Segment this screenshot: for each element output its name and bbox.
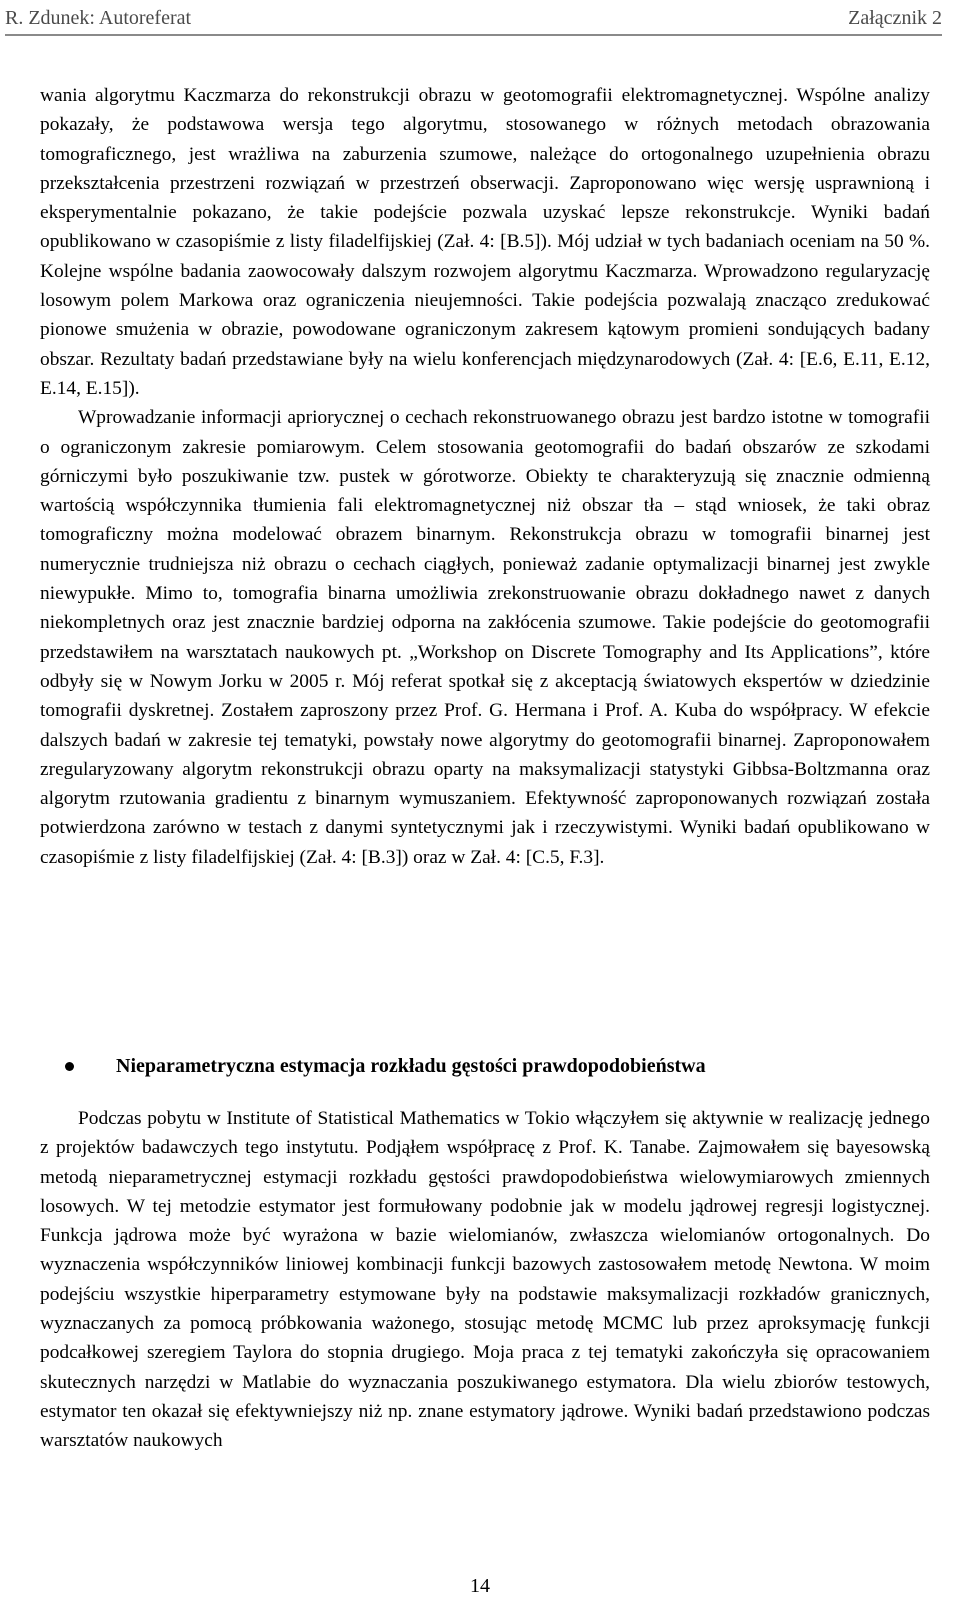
section-heading-text: Nieparametryczna estymacja rozkładu gęstości prawdopodobieństwa: [116, 1055, 706, 1077]
paragraph-density-estimation: Podczas pobytu w Institute of Statistical Mathematics w Tokio włączyłem się aktywnie w realizację jednego z projektów badawczych tego instytutu. Podjąłem współpracę z Prof. K. Tanabe. Zajmowałem się bayesowską metodą nieparametrycznej estymacji rozkładu gęstości prawdopodobieństwa wielowymiarowych zmiennych losowych. W tej metodzie estymator jest formułowany podobnie jak w modelu jądrowej regresji logistycznej. Funkcja jądrowa może być wyrażona w bazie wielomianów, zwłaszcza wielomianów ortogonalnych. Do wyznaczenia współczynników liniowej kombinacji funkcji bazowych zastosowałem metodę Newtona. W moim podejściu wszystkie hiperparametry estymowane były na podstawie maksymalizacji rozkładów granicznych, wyznaczanych za pomocą próbkowania ważonego, stosując metodę MCMC lub przez aproksymację funkcji podcałkowej szeregiem Taylora do stopnia drugiego. Moja praca z tej tematyki zakończyła się opracowaniem skutecznych narzędzi w Matlabie do wyznaczania poszukiwanego estymatora. Dla wielu zbiorów testowych, estymator ten okazał się efektywniejszy niż np. znane estymatory jądrowe. Wyniki badań przedstawiono podczas warsztatów naukowych: [40, 1108, 930, 1452]
page-header: [5, 4, 942, 36]
header-attachment-label: Załącznik 2: [848, 6, 942, 29]
paragraph-kaczmarz: wania algorytmu Kaczmarza do rekonstrukcji obrazu w geotomografii elektromagnetycznej. Wspólne analizy pokazały, że podstawowa wersja tego algorytmu, stosowanego w różnych metodach obrazowania tomograficznego, jest wrażliwa na zaburzenia szumowe, należące do ortogonalnego uzupełnienia obrazu przekształcenia przestrzeni rozwiązań w przestrzeń obserwacji. Zaproponowano więc wersję usprawnioną i eksperymentalnie pokazano, że takie podejście pozwala uzyskać lepsze rekonstrukcje. Wyniki badań opublikowano w czasopiśmie z listy filadelfijskiej (Zał. 4: [B.5]). Mój udział w tych badaniach oceniam na 50 %. Kolejne wspólne badania zaowocowały dalszym rozwojem algorytmu Kaczmarza. Wprowadzono regularyzację losowym polem Markowa oraz ograniczenia nieujemności. Takie podejścia pozwalają znacząco zredukować pionowe smużenia w obrazie, powodowane ograniczonym zakresem kątowym promieni sondujących badany obszar. Rezultaty badań przedstawiane były na wielu konferencjach międzynarodowych (Zał. 4: [E.6, E.11, E.12, E.14, E.15]).: [40, 85, 930, 399]
section-kaczmarz-text: [40, 81, 930, 872]
paragraph-binary-tomography: Wprowadzanie informacji apriorycznej o cechach rekonstruowanego obrazu jest bardzo istotne w tomografii o ograniczonym zakresie pomiarowym. Celem stosowania geotomografii do badań obszarów ze szkodami górniczymi było poszukiwanie tzw. pustek w górotworze. Obiekty te charakteryzują się znacznie odmienną wartością współczynnika tłumienia fali elektromagnetycznej niż obszar tła – stąd wniosek, że taki obraz tomograficzny można modelować obrazem binarnym. Rekonstrukcja obrazu w tomografii binarnej jest numerycznie trudniejsza niż obrazu o cechach ciągłych, ponieważ zadanie optymalizacji binarnej jest zwykle niewypukłe. Mimo to, tomografia binarna umożliwia zrekonstruowanie obrazu dokładnego nawet z danych niekompletnych oraz jest znacznie bardziej odporna na zakłócenia szumowe. Takie podejście do geotomografii przedstawiłem na warsztatach naukowych pt. „Workshop on Discrete Tomography and Its Applications”, które odbyły się w Nowym Jorku w 2005 r. Mój referat spotkał się z akceptacją światowych ekspertów w dziedzinie tomografii dyskretnej. Zostałem zaproszony przez Prof. G. Hermana i Prof. A. Kuba do współpracy. W efekcie dalszych badań w zakresie tej tematyki, powstały nowe algorytmy do geotomografii binarnej. Zaproponowałem zregularyzowany algorytm rekonstrukcji obrazu oparty na maksymalizacji statystyki Gibbsa-Boltzmanna oraz algorytm rzutowania gradientu z binarnym wymuszaniem. Efektywność zaproponowanych rozwiązań została potwierdzona zarówno w testach z danymi syntetycznymi jak i rzeczywistymi. Wyniki badań opublikowano w czasopiśmie z listy filadelfijskiej (Zał. 4: [B.3]) oraz w Zał. 4: [C.5, F.3].: [40, 407, 930, 868]
page-number: 14: [470, 1575, 490, 1597]
section-heading: [40, 1055, 930, 1078]
header-author-title: R. Zdunek: Autoreferat: [5, 6, 192, 29]
bullet-icon: [65, 1062, 74, 1071]
section-density-estimation-text: [40, 1104, 930, 1456]
